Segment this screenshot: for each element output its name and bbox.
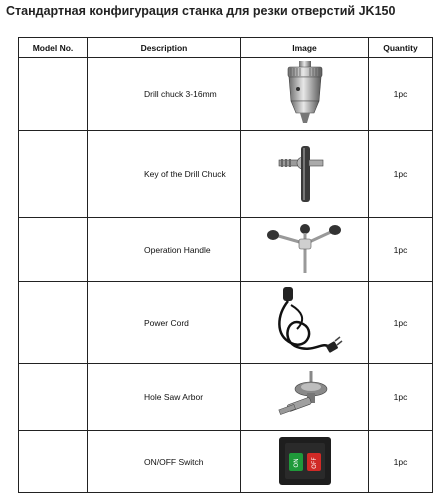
image-cell — [241, 58, 369, 131]
model-cell — [19, 364, 88, 431]
description-cell: Key of the Drill Chuck — [88, 131, 241, 218]
table-row — [19, 131, 433, 218]
description-cell: Hole Saw Arbor — [88, 364, 241, 431]
on-off-switch-icon — [277, 435, 333, 489]
quantity-cell: 1pc — [369, 58, 433, 131]
description-cell: Power Cord — [88, 282, 241, 364]
quantity-cell: 1pc — [369, 218, 433, 282]
quantity-cell: 1pc — [369, 431, 433, 493]
model-cell — [19, 218, 88, 282]
operation-handle-icon — [267, 221, 343, 279]
table-row — [19, 364, 433, 431]
image-cell — [241, 364, 369, 431]
model-cell — [19, 431, 88, 493]
description-cell: Operation Handle — [88, 218, 241, 282]
image-cell — [241, 282, 369, 364]
header-description: Description — [88, 38, 241, 58]
table-row — [19, 431, 433, 493]
quantity-cell: 1pc — [369, 364, 433, 431]
table-header-row — [19, 38, 433, 58]
header-image: Image — [241, 38, 369, 58]
svg-text:OFF: OFF — [310, 456, 318, 469]
model-cell — [19, 58, 88, 131]
model-cell — [19, 282, 88, 364]
header-quantity: Quantity — [369, 38, 433, 58]
header-model-no: Model No. — [19, 38, 88, 58]
image-cell — [241, 431, 369, 493]
image-cell — [241, 131, 369, 218]
table-row — [19, 58, 433, 131]
description-cell: Drill chuck 3-16mm — [88, 58, 241, 131]
model-cell — [19, 131, 88, 218]
svg-text:ON: ON — [292, 457, 300, 468]
table-row — [19, 218, 433, 282]
page-title: Стандартная конфигурация станка для резки отверстий JK150 — [6, 4, 396, 18]
quantity-cell: 1pc — [369, 282, 433, 364]
quantity-cell: 1pc — [369, 131, 433, 218]
chuck-key-icon — [275, 140, 335, 208]
description-cell: ON/OFF Switch — [88, 431, 241, 493]
image-cell — [241, 218, 369, 282]
power-cord-icon — [267, 285, 343, 361]
configuration-table — [18, 37, 433, 493]
drill-chuck-icon — [282, 61, 328, 127]
hole-saw-arbor-icon — [275, 367, 335, 427]
table-row — [19, 282, 433, 364]
